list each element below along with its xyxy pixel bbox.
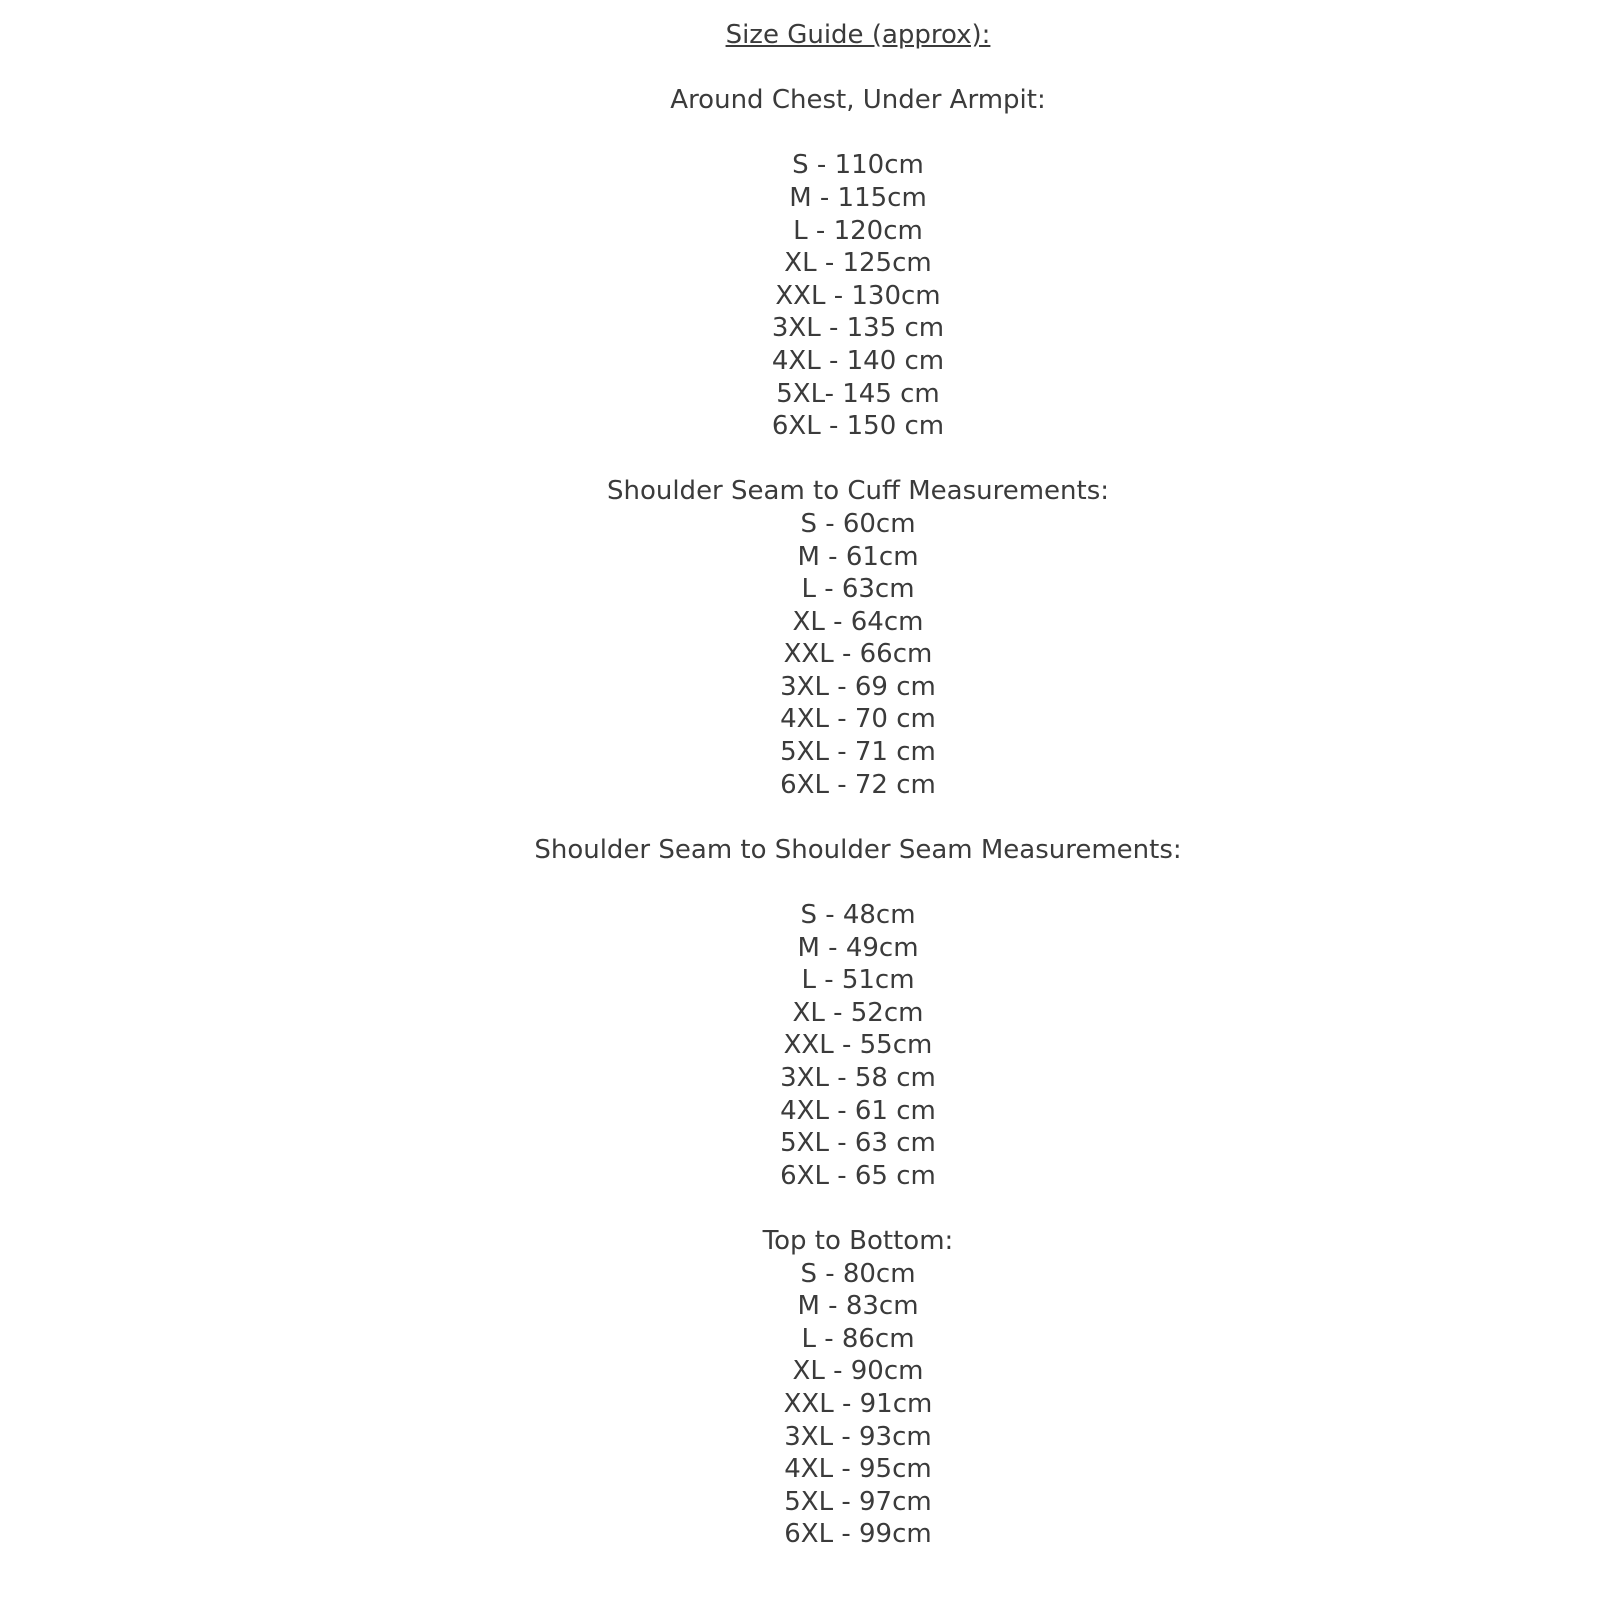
size-row: 3XL - 58 cm	[780, 1063, 936, 1093]
size-row: 3XL - 135 cm	[771, 313, 945, 344]
size-row: L - 51cm	[801, 965, 915, 996]
size-row: L - 63cm	[801, 574, 915, 605]
size-row: 3XL - 69 cm	[780, 671, 936, 702]
size-row: M - 61cm	[797, 541, 919, 572]
blank-line	[116, 1192, 1600, 1225]
size-row: 5XL- 145 cm	[776, 378, 940, 409]
size-row: XL - 64cm	[792, 606, 924, 637]
size-row: 5XL - 97cm	[784, 1486, 932, 1517]
size-row: XXL - 66cm	[783, 639, 933, 670]
size-row: 3XL - 93cm	[784, 1421, 932, 1452]
section-heading: Shoulder Seam to Cuff Measurements:	[606, 476, 1110, 507]
size-row: XL - 90cm	[792, 1356, 924, 1387]
size-row: 4XL - 70 cm	[780, 704, 936, 735]
size-row: XXL - 91cm	[783, 1388, 933, 1419]
section-shoulder-to-shoulder	[116, 834, 1600, 1193]
section-shoulder-to-cuff	[116, 475, 1600, 801]
size-row: 4XL - 140 cm	[771, 345, 945, 376]
size-row: S - 48cm	[800, 900, 916, 931]
section-heading: Around Chest, Under Armpit:	[670, 85, 1046, 116]
size-row: XXL - 130cm	[775, 280, 941, 311]
size-row: M - 49cm	[797, 932, 919, 963]
size-row: S - 60cm	[800, 508, 916, 539]
size-row: 6XL - 65 cm	[780, 1160, 936, 1191]
size-row: 5XL - 63 cm	[780, 1128, 936, 1159]
size-row: S - 110cm	[792, 150, 924, 181]
section-heading: Shoulder Seam to Shoulder Seam Measurements:	[534, 834, 1182, 865]
blank-line	[116, 52, 1600, 85]
blank-line	[116, 866, 1600, 899]
size-row: XL - 52cm	[792, 997, 924, 1028]
blank-line	[116, 117, 1600, 150]
size-row: M - 115cm	[789, 182, 927, 213]
blank-line	[116, 443, 1600, 476]
section-top-to-bottom	[116, 1225, 1600, 1551]
size-row: 6XL - 99cm	[784, 1519, 932, 1550]
size-row: 4XL - 61 cm	[780, 1095, 936, 1126]
size-row: XXL - 55cm	[783, 1030, 933, 1061]
size-row: M - 83cm	[797, 1291, 919, 1322]
size-row: L - 86cm	[801, 1323, 915, 1354]
section-heading: Top to Bottom:	[762, 1225, 954, 1256]
size-row: 6XL - 150 cm	[771, 411, 945, 442]
size-row: 4XL - 95cm	[784, 1454, 932, 1485]
size-row: L - 120cm	[793, 215, 923, 246]
page-title: Size Guide (approx):	[725, 20, 991, 50]
section-around-chest	[116, 84, 1600, 443]
size-row: 6XL - 72 cm	[780, 769, 936, 800]
size-row: S - 80cm	[800, 1258, 916, 1289]
size-row: XL - 125cm	[784, 248, 932, 279]
size-row: 5XL - 71 cm	[780, 737, 936, 768]
blank-line	[116, 801, 1600, 834]
